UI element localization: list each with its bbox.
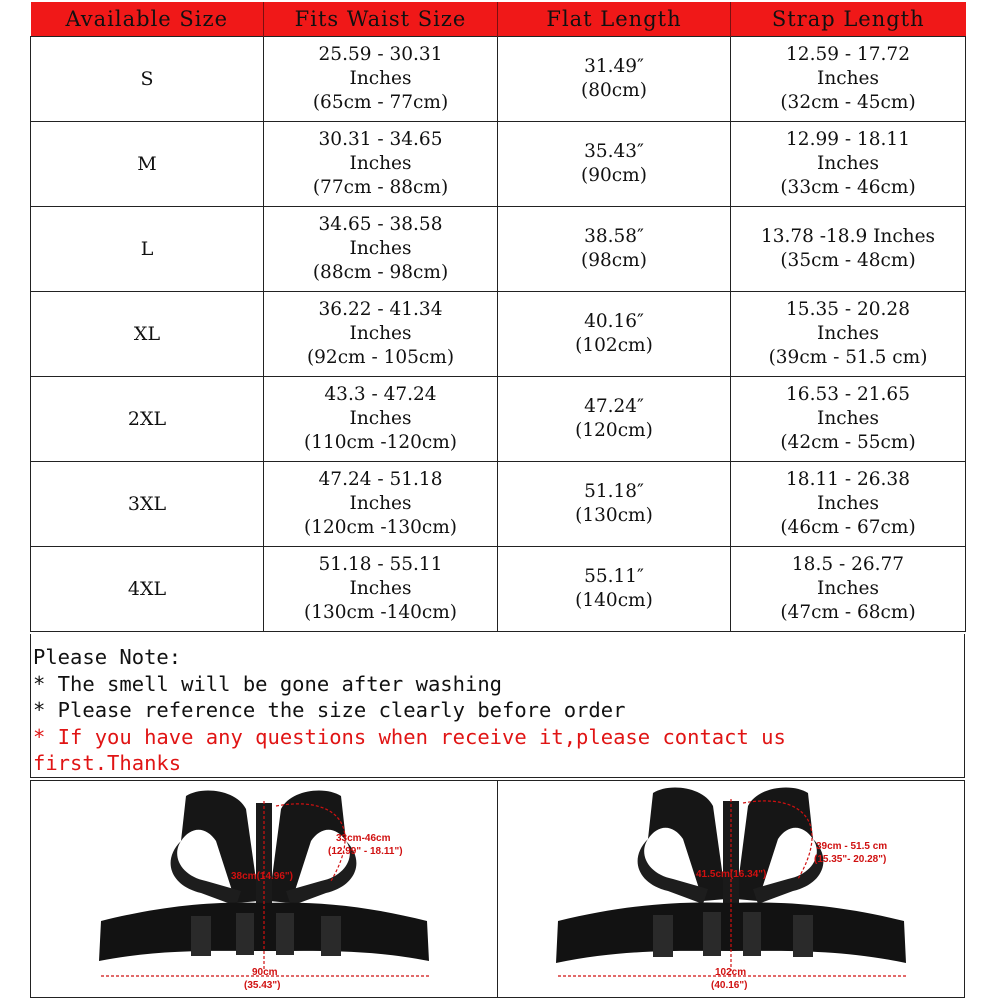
flat-length-cell	[498, 292, 731, 377]
header-fits-waist-size: Fits Waist Size	[264, 2, 498, 37]
waist-cell-line: Inches	[349, 493, 412, 514]
strap-length-cell-line: (42cm - 55cm)	[780, 432, 916, 453]
note-line-questions: * If you have any questions when receive it,please contact us	[33, 724, 786, 749]
strap-length-cell-line: Inches	[817, 408, 879, 429]
waist-cell	[264, 37, 498, 122]
waist-cell-line: (88cm - 98cm)	[312, 262, 449, 283]
strap-length-cell	[731, 547, 966, 632]
waist-cell	[264, 292, 498, 377]
strap-length-cell-line: 12.59 - 17.72	[786, 44, 910, 65]
belt-stay-3	[276, 913, 294, 955]
waist-cell-line: 30.31 - 34.65	[318, 129, 443, 150]
waist-cell	[264, 462, 498, 547]
flat-length-cell	[498, 207, 731, 292]
strap-length-cell-line: Inches	[817, 493, 879, 514]
strap-length-cell	[731, 377, 966, 462]
waist-cell-line: (110cm -120cm)	[304, 432, 457, 453]
strap-length-cell-line: Inches	[817, 578, 879, 599]
strap-length-cell-line: 18.5 - 26.77	[791, 554, 905, 575]
table-row	[31, 122, 966, 207]
flat-length-cell-line: 40.16″	[584, 311, 644, 332]
waist-cell	[264, 547, 498, 632]
belt-stay-1	[653, 915, 673, 957]
note-line-thanks: first.Thanks	[33, 751, 182, 775]
header-strap-length: Strap Length	[731, 2, 966, 37]
waist-cell	[264, 377, 498, 462]
strap-length-cell	[731, 292, 966, 377]
please-note-box	[30, 634, 965, 778]
waist-cell-line: (130cm -140cm)	[304, 602, 457, 623]
strap-length-cell	[731, 37, 966, 122]
belt-stay-4	[321, 916, 341, 956]
size-cell: 2XL	[31, 377, 264, 462]
product-image-left	[31, 781, 498, 997]
flat-length-cell	[498, 462, 731, 547]
belt-stay-3	[743, 912, 761, 956]
strap-inch-label: (12.99" - 18.11")	[328, 846, 403, 857]
belt-stay-4	[793, 915, 813, 957]
strap-inch-label: (15.35"- 20.28")	[814, 854, 887, 865]
posture-corrector-illustration-left	[31, 781, 498, 997]
flat-length-cell-line: (98cm)	[581, 250, 647, 271]
product-images	[30, 780, 965, 998]
strap-cm-label: 33cm-46cm	[336, 833, 391, 844]
waist-cell-line: 51.18 - 55.11	[318, 554, 443, 575]
table-row	[31, 37, 966, 122]
table-row	[31, 207, 966, 292]
note-line-smell: * The smell will be gone after washing	[33, 671, 502, 696]
posture-corrector-illustration-right	[498, 781, 965, 997]
height-label: 41.5cm(16.34")	[696, 869, 767, 880]
flat-length-cell	[498, 37, 731, 122]
strap-length-cell-line: Inches	[817, 323, 879, 344]
flat-length-cell-line: 47.24″	[584, 396, 644, 417]
waist-cell-line: (77cm - 88cm)	[312, 177, 449, 198]
waist-cell-line: Inches	[349, 323, 412, 344]
table-row	[31, 462, 966, 547]
waist-cell-line: Inches	[349, 578, 412, 599]
width-cm-label: 90cm	[252, 967, 278, 978]
size-cell: M	[31, 122, 264, 207]
flat-length-cell-line: (140cm)	[575, 590, 653, 611]
waist-cell	[264, 122, 498, 207]
waist-cell-line: 36.22 - 41.34	[318, 299, 443, 320]
width-inch-label: (35.43")	[244, 980, 281, 991]
flat-length-cell-line: (102cm)	[575, 335, 653, 356]
strap-length-cell-line: 15.35 - 20.28	[786, 299, 910, 320]
size-cell: L	[31, 207, 264, 292]
strap-cm-label: 39cm - 51.5 cm	[816, 841, 888, 852]
size-table	[30, 2, 966, 632]
waist-cell-line: Inches	[349, 68, 412, 89]
flat-length-cell-line: 38.58″	[584, 226, 644, 247]
flat-length-cell-line: 31.49″	[584, 56, 644, 77]
size-cell: 3XL	[31, 462, 264, 547]
strap-length-cell	[731, 207, 966, 292]
strap-length-cell-line: 12.99 - 18.11	[786, 129, 910, 150]
strap-length-cell-line: 16.53 - 21.65	[786, 384, 910, 405]
height-label: 38cm(14.96")	[231, 871, 294, 882]
waist-cell-line: 34.65 - 38.58	[318, 214, 443, 235]
header-available-size: Available Size	[31, 2, 264, 37]
strap-length-cell-line: (46cm - 67cm)	[780, 517, 916, 538]
note-title: Please Note:	[33, 645, 182, 669]
strap-length-cell-line: (35cm - 48cm)	[780, 250, 916, 271]
strap-length-cell-line: (47cm - 68cm)	[780, 602, 916, 623]
table-row	[31, 547, 966, 632]
strap-length-cell-line: (39cm - 51.5 cm)	[768, 347, 928, 368]
flat-length-cell-line: 51.18″	[584, 481, 644, 502]
strap-length-cell	[731, 122, 966, 207]
belt-stay-2	[236, 913, 254, 955]
flat-length-cell	[498, 122, 731, 207]
header-row	[31, 2, 966, 37]
waist-cell-line: (65cm - 77cm)	[312, 92, 449, 113]
strap-length-cell-line: (33cm - 46cm)	[780, 177, 916, 198]
strap-length-cell-line: Inches	[817, 68, 879, 89]
strap-length-cell	[731, 462, 966, 547]
size-table-body	[31, 37, 966, 632]
flat-length-cell-line: (80cm)	[581, 80, 647, 101]
waist-cell-line: Inches	[349, 408, 412, 429]
waist-cell-line: (92cm - 105cm)	[306, 347, 455, 368]
strap-length-cell-line: (32cm - 45cm)	[780, 92, 916, 113]
width-inch-label: (40.16")	[711, 980, 748, 991]
waist-cell-line: Inches	[349, 238, 412, 259]
table-row	[31, 377, 966, 462]
flat-length-cell-line: (130cm)	[575, 505, 653, 526]
table-row	[31, 292, 966, 377]
belt-stay-2	[703, 912, 721, 956]
waist-cell-line: 47.24 - 51.18	[318, 469, 443, 490]
flat-length-cell	[498, 377, 731, 462]
product-image-right	[498, 781, 964, 997]
belt-stay-1	[191, 916, 211, 956]
strap-length-cell-line: 18.11 - 26.38	[786, 469, 910, 490]
flat-length-cell-line: 35.43″	[584, 141, 644, 162]
size-cell: XL	[31, 292, 264, 377]
size-cell: 4XL	[31, 547, 264, 632]
flat-length-cell-line: (120cm)	[575, 420, 653, 441]
waist-cell-line: 43.3 - 47.24	[324, 384, 437, 405]
waist-cell-line: 25.59 - 30.31	[318, 44, 443, 65]
waist-cell-line: (120cm -130cm)	[304, 517, 457, 538]
waist-cell-line: Inches	[349, 153, 412, 174]
note-line-reference: * Please reference the size clearly before order	[33, 698, 626, 722]
flat-length-cell-line: (90cm)	[581, 165, 647, 186]
strap-length-cell-line: Inches	[817, 153, 879, 174]
waist-cell	[264, 207, 498, 292]
flat-length-cell-line: 55.11″	[584, 566, 644, 587]
flat-length-cell	[498, 547, 731, 632]
size-cell: S	[31, 37, 264, 122]
width-cm-label: 102cm	[715, 967, 747, 978]
strap-length-cell-line: 13.78 -18.9 Inches	[760, 226, 936, 247]
header-flat-length: Flat Length	[498, 2, 731, 37]
